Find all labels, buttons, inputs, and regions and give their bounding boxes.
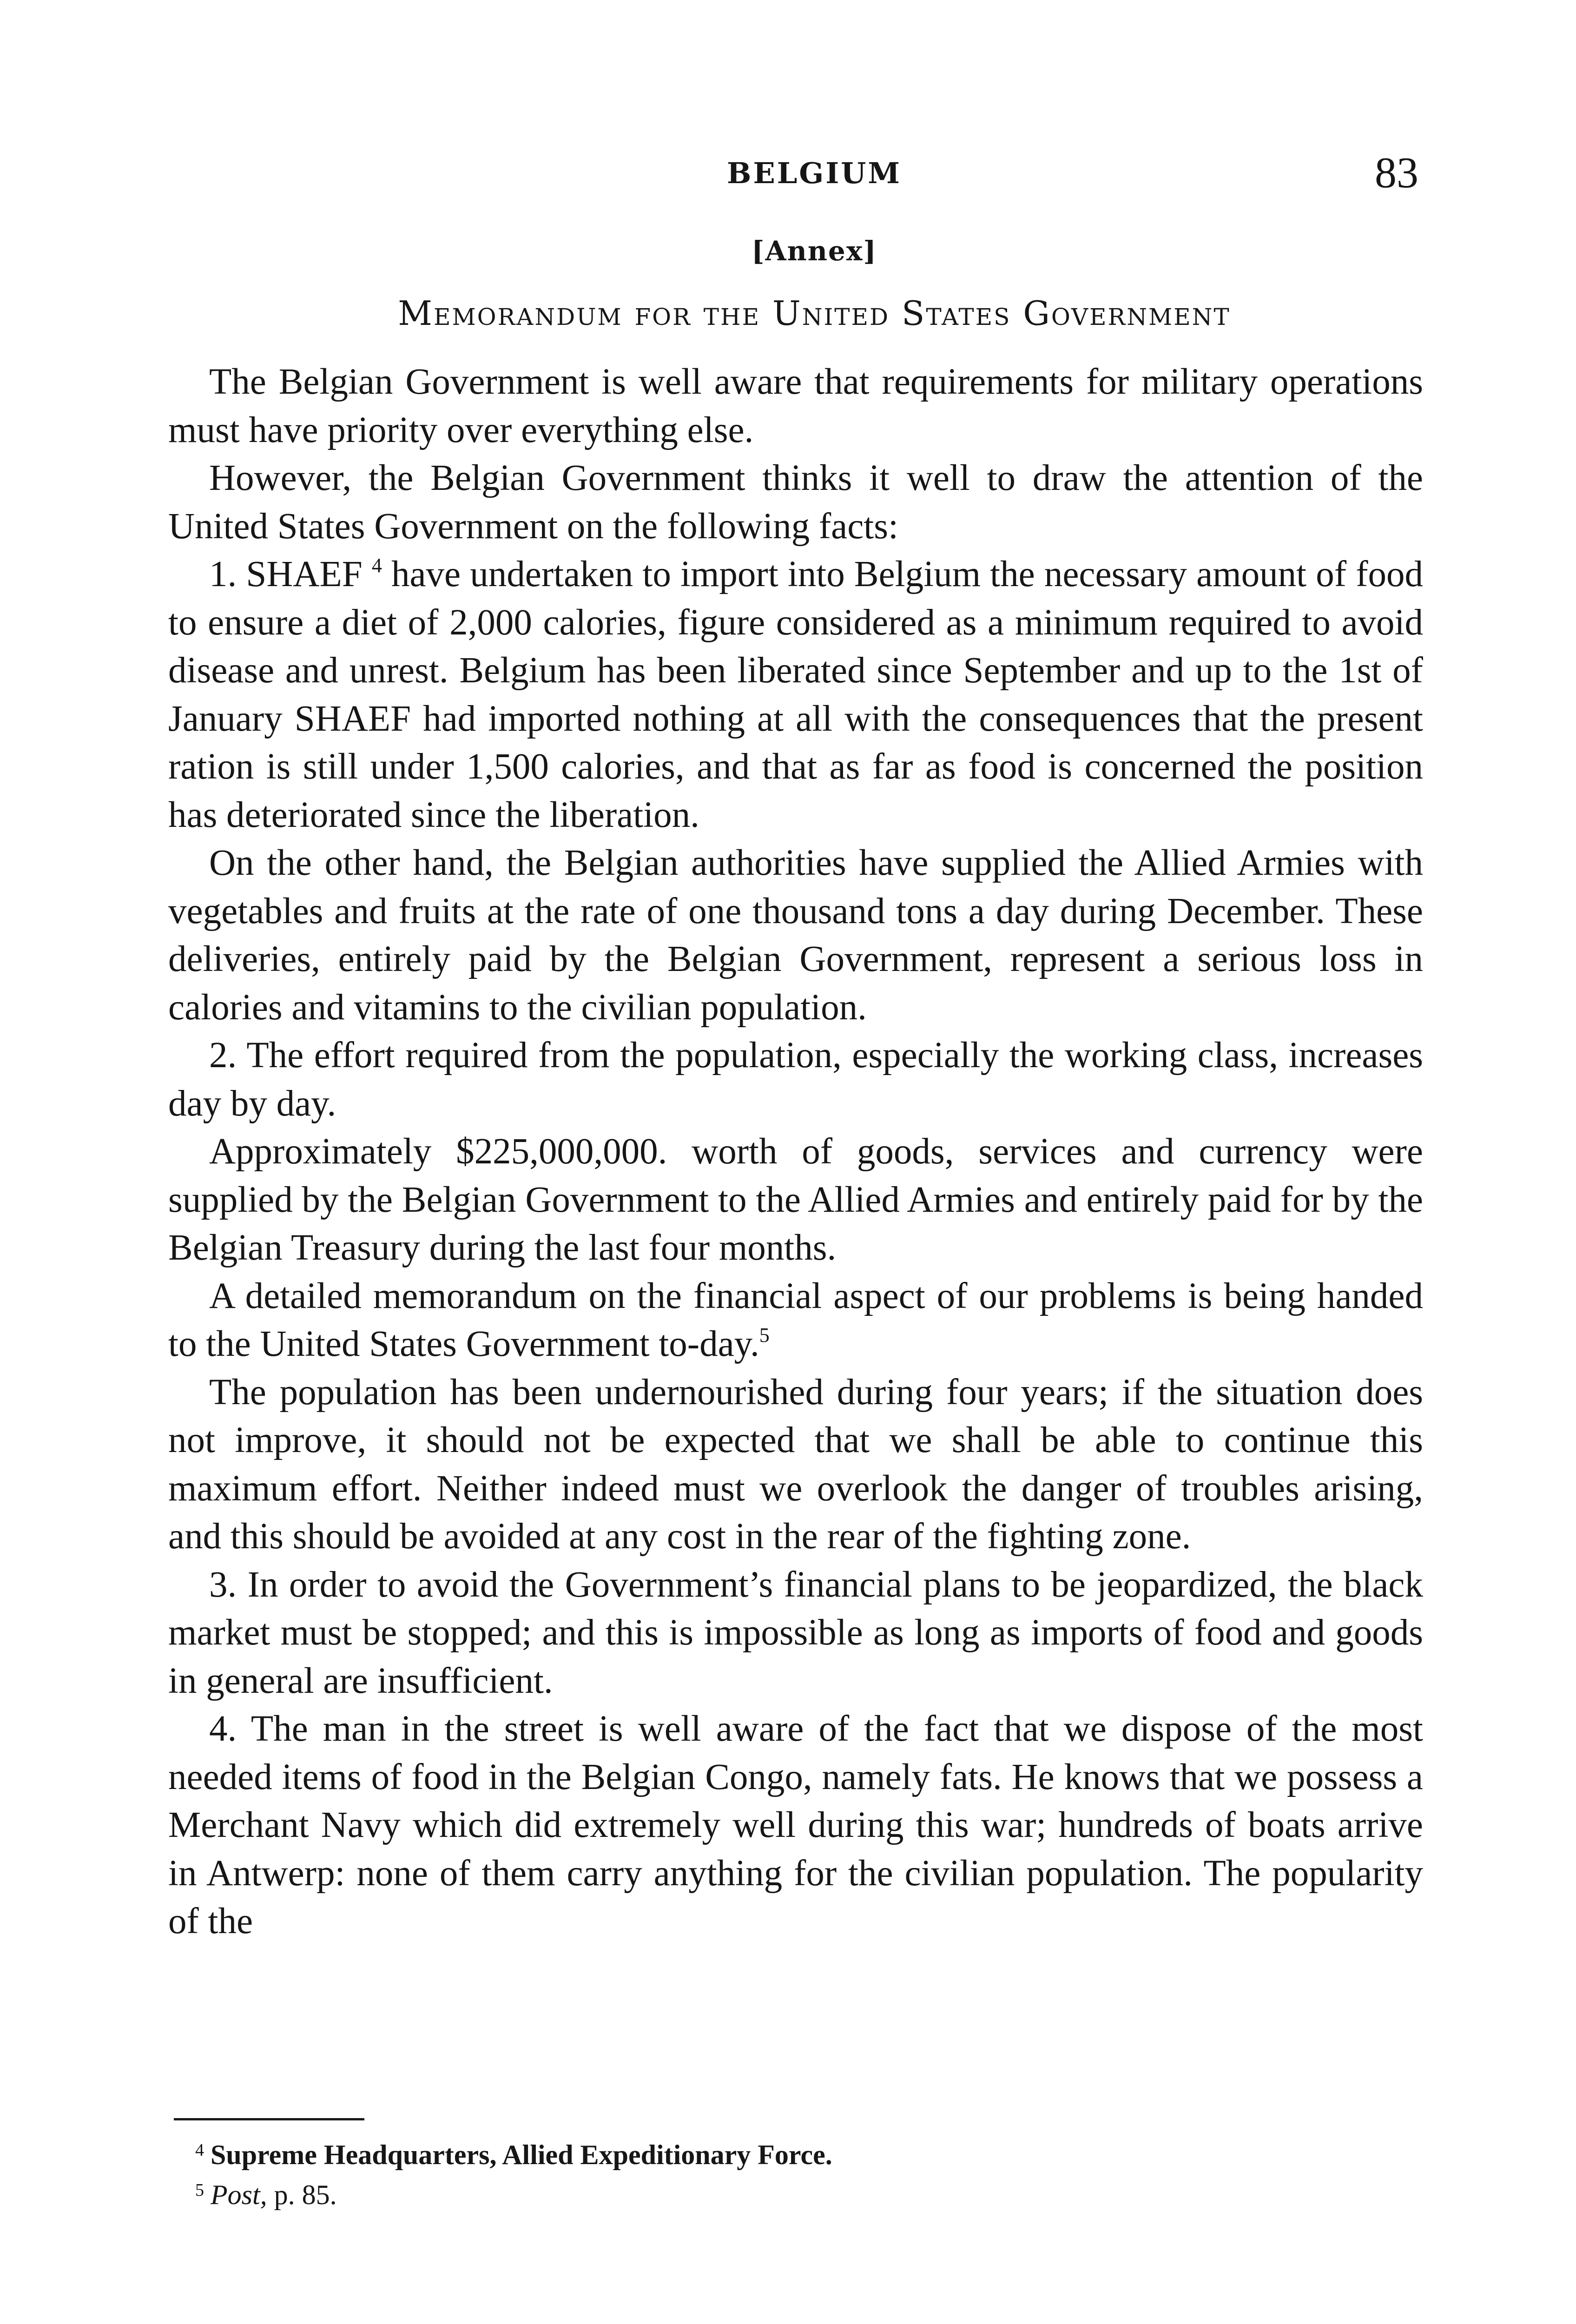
footnotes bbox=[195, 2133, 1404, 2212]
footnote-mark: 5 bbox=[195, 2180, 204, 2200]
running-header bbox=[210, 148, 1418, 199]
footnote-mark: 4 bbox=[195, 2140, 204, 2160]
paragraph-text: 1. SHAEF bbox=[209, 554, 372, 594]
paragraph-allied-supplies: On the other hand, the Belgian authorities have supplied the Allied Armies with vegetables and fruits at the rate of one thousand tons a day during December. These deliveries, entirely paid by the Belgian Government, represent a serious loss in calories and vitamins to the civilian population. bbox=[168, 843, 1423, 1028]
footnote-italic-text: Post, bbox=[211, 2179, 267, 2210]
paragraph-goods-services: Approximately $225,000,000. worth of goods, services and currency were supplied by the Belgian Government to the Allied Armies and entirely paid for by the Belgian Treasury during the last four months. bbox=[168, 1131, 1423, 1268]
footnote-reference-4: 4 bbox=[371, 554, 382, 577]
page-number: 83 bbox=[1375, 149, 1418, 197]
paragraph-point-1 bbox=[168, 550, 1423, 839]
footnote-5 bbox=[195, 2172, 1404, 2212]
paragraph-priority: The Belgian Government is well aware that requirements for military operations must have priority over everything else. bbox=[168, 362, 1423, 450]
paragraph-text: A detailed memorandum on the financial aspect of our problems is being handed to the United States Government to-day. bbox=[168, 1275, 1423, 1364]
annex-label: [Annex] bbox=[752, 235, 877, 267]
memorandum-title: Memorandum for the United States Government bbox=[398, 294, 1231, 333]
paragraph-text: have undertaken to import into Belgium the necessary amount of food to ensure a diet of 2,000 calories, figure considered as a minimum required to avoid disease and unrest. Belgium has been liberated since September and up to the 1st of January SHAEF had imported nothing at all with the consequences that the present ration is still under 1,500 calories, and that as far as food is concerned the position has deteriorated since the liberation. bbox=[168, 554, 1423, 835]
memorandum-body bbox=[168, 358, 1423, 1946]
paragraph-attention: However, the Belgian Government thinks it well to draw the attention of the United States Government on the following facts: bbox=[168, 458, 1423, 547]
paragraph-financial-memo bbox=[168, 1272, 1423, 1368]
paragraph-point-3: 3. In order to avoid the Government’s financial plans to be jeopardized, the black market must be stopped; and this is impossible as long as imports of food and goods in general are insufficient. bbox=[168, 1564, 1423, 1701]
paragraph-point-4: 4. The man in the street is well aware of the fact that we dispose of the most needed items of food in the Belgian Congo, namely fats. He knows that we possess a Merchant Navy which did extremely well during this war; hundreds of boats arrive in Antwerp: none of them carry anything for the civilian population. The popularity of the bbox=[168, 1709, 1423, 1941]
footnote-divider bbox=[174, 2118, 364, 2120]
footnote-4 bbox=[195, 2133, 1404, 2172]
footnote-text: Supreme Headquarters, Allied Expeditionary Force. bbox=[211, 2139, 832, 2170]
footnote-reference-5: 5 bbox=[759, 1324, 770, 1347]
paragraph-undernourished: The population has been undernourished during four years; if the situation does not improve, it should not be expected that we shall be able to continue this maximum effort. Neither indeed must we overlook the danger of troubles arising, and this should be avoided at any cost in the rear of the fighting zone. bbox=[168, 1372, 1423, 1557]
footnote-text: p. 85. bbox=[267, 2179, 337, 2210]
running-title: BELGIUM bbox=[727, 156, 902, 190]
paragraph-point-2: 2. The effort required from the population, especially the working class, increases day by day. bbox=[168, 1035, 1423, 1124]
